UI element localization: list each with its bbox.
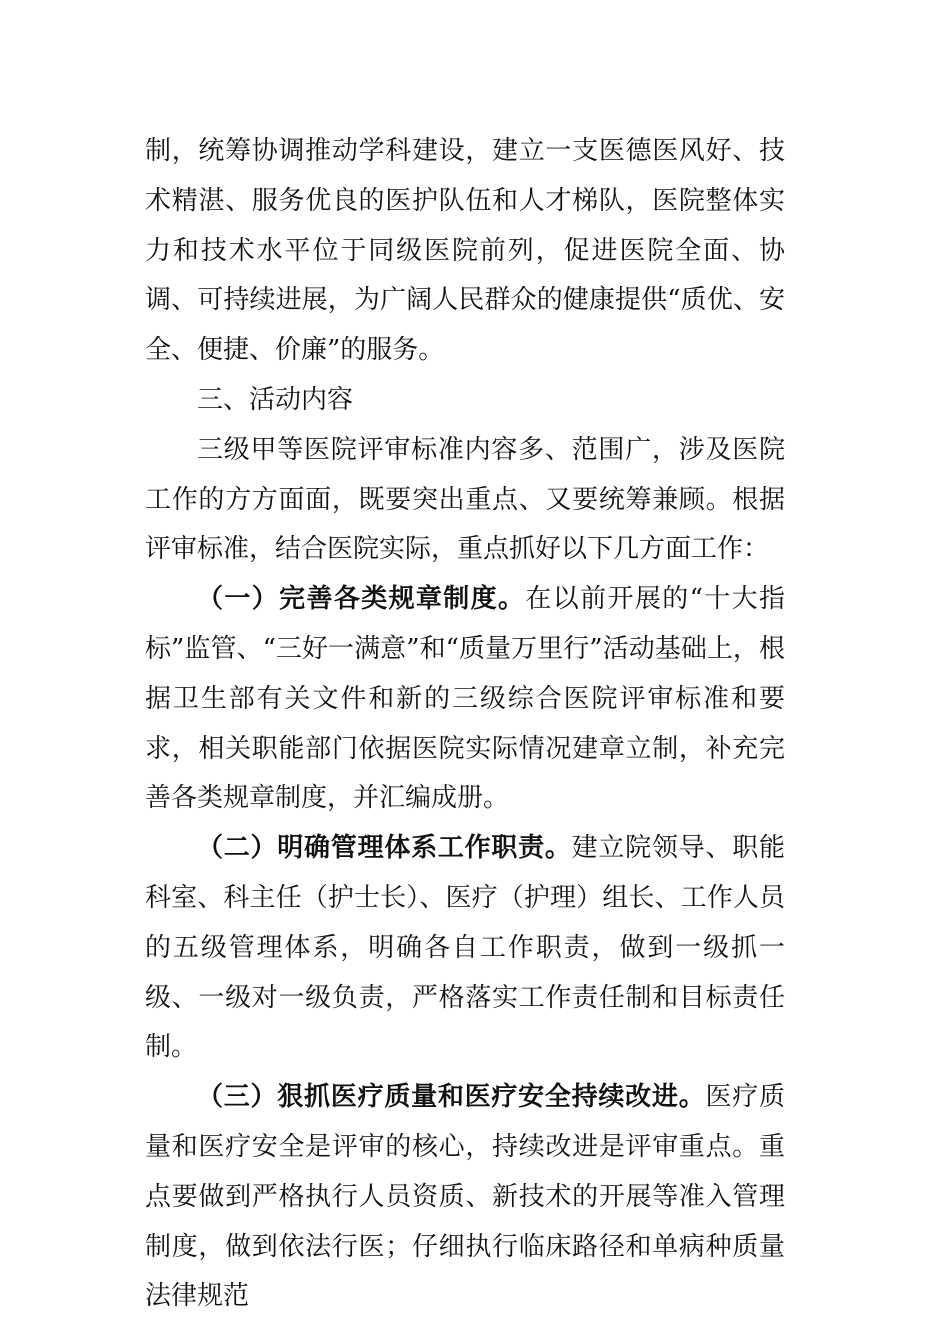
item-3-lead: （三）狠抓医疗质量和医疗安全持续改进。: [197, 1082, 706, 1113]
document-body: [145, 127, 785, 1322]
paragraph-goals-continued: 制，统筹协调推动学科建设，建立一支医德医风好、技术精湛、服务优良的医护队伍和人才梯队，医院整体实力和技术水平位于同级医院前列，促进医院全面、协调、可持续进展，为广阔人民群众的健康提供“质优、安全、便捷、价廉”的服务。: [145, 136, 785, 366]
item-2-body: 建立院领导、职能科室、科主任（护士长）、医疗（护理）组长、工作人员的五级管理体系，明确各自工作职责，做到一级抓一级、一级对一级负责，严格落实工作责任制和目标责任制。: [145, 833, 785, 1063]
paragraph-activities-intro: 三级甲等医院评审标准内容多、范围广，涉及医院工作的方方面面，既要突出重点、又要统筹兼顾。根据评审标准，结合医院实际，重点抓好以下几方面工作：: [145, 434, 785, 565]
item-1-lead: （一）完善各类规章制度。: [197, 584, 526, 615]
paragraph-item-3: [145, 1073, 785, 1322]
item-3-body: 医疗质量和医疗安全是评审的核心，持续改进是评审重点。重点要做到严格执行人员资质、新技术的开展等准入管理制度，做到依法行医；仔细执行临床路径和单病种质量法律规范: [145, 1082, 785, 1312]
paragraph-item-2: [145, 824, 785, 1073]
item-1-body: 在以前开展的“十大指标”监管、“三好一满意”和“质量万里行”活动基础上，根据卫生部有关文件和新的三级综合医院评审标准和要求，相关职能部门依据医院实际情况建章立制，补充完善各类规章制度，并汇编成册。: [145, 584, 785, 814]
item-2-lead: （二）明确管理体系工作职责。: [197, 833, 572, 864]
paragraph-item-1: [145, 575, 785, 824]
section-heading-activities: 三、活动内容: [197, 384, 354, 415]
